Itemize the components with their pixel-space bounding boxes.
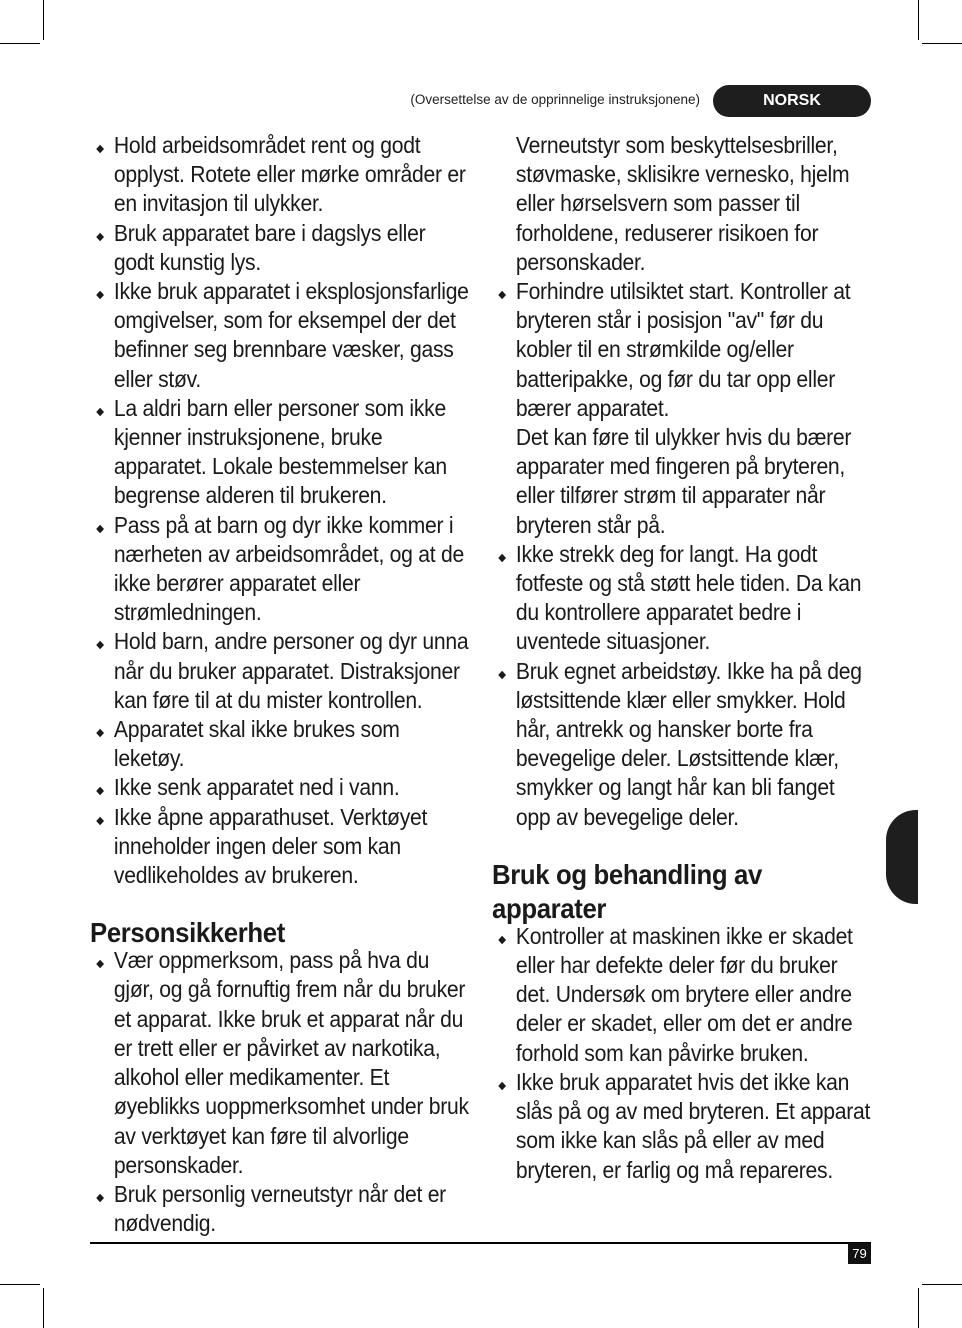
crop-mark xyxy=(0,43,40,44)
list-item: Hold arbeidsområdet rent og godt opplyst. Rotete eller mørke områder er en invitasjon til ulykker. xyxy=(90,131,469,219)
bullet-diamond-icon xyxy=(96,291,104,299)
bullet-diamond-icon xyxy=(96,641,104,649)
bullet-diamond-icon xyxy=(96,232,104,240)
bullet-diamond-icon xyxy=(498,670,506,678)
crop-mark xyxy=(43,1288,44,1328)
bullet-diamond-icon xyxy=(498,554,506,562)
chapter-thumb-tab xyxy=(886,810,918,904)
list-item: La aldri barn eller personer som ikke kjenner instruksjonene, bruke apparatet. Lokale bestemmelser kan begrense alderen til brukeren. xyxy=(90,394,469,511)
list-item: Forhindre utilsiktet start. Kontroller at bryteren står i posisjon "av" før du kobler til en strømkilde og/eller batteripakke, og før du tar opp eller bærer apparatet. Det kan føre til ulykker hvis du bærer apparater med fingeren på bryteren, eller tilfører strøm til apparater når bryteren står på. xyxy=(492,277,871,540)
list-item: Kontroller at maskinen ikke er skadet eller har defekte deler før du bruker det. Undersøk om brytere eller andre deler er skadet, eller om det er andre forhold som kan påvirke bruken. xyxy=(492,922,871,1068)
crop-mark xyxy=(918,0,919,40)
section-heading-use-and-care: Bruk og behandling av apparater xyxy=(492,858,762,924)
list-item: Apparatet skal ikke brukes som leketøy. xyxy=(90,715,469,773)
list-item: Ikke bruk apparatet i eksplosjonsfarlige omgivelser, som for eksempel der det befinner seg brennbare væsker, gass eller støv. xyxy=(90,277,469,394)
bullet-diamond-icon xyxy=(498,291,506,299)
list-item: Ikke bruk apparatet hvis det ikke kan slås på og av med bryteren. Et apparat som ikke kan slås på eller av med bryteren, er farlig og må repareres. xyxy=(492,1068,871,1185)
language-badge: NORSK xyxy=(713,85,871,117)
bullet-diamond-icon xyxy=(96,145,104,153)
list-item: Bruk personlig verneutstyr når det er nødvendig. xyxy=(90,1180,469,1238)
crop-mark xyxy=(0,1284,40,1285)
list-item: Pass på at barn og dyr ikke kommer i nærheten av arbeidsområdet, og at de ikke berører apparatet eller strømledningen. xyxy=(90,511,469,628)
left-column xyxy=(90,131,469,1238)
bullet-diamond-icon xyxy=(498,936,506,944)
list-item: Ikke senk apparatet ned i vann. xyxy=(90,773,469,802)
bullet-diamond-icon xyxy=(96,524,104,532)
continued-paragraph: Verneutstyr som beskyttelsesbriller, støvmaske, sklisikre vernesko, hjelm eller hørselsvern som passer til forholdene, reduserer risikoen for personskader. xyxy=(515,132,850,275)
bullet-diamond-icon xyxy=(498,1082,506,1090)
bullet-diamond-icon xyxy=(96,787,104,795)
list-item: Vær oppmerksom, pass på hva du gjør, og gå fornuftig frem når du bruker et apparat. Ikke bruk et apparat når du er trett eller er påvirket av narkotika, alkohol eller medikamenter. Et øyeblikks uoppmerksomhet under bruk av verktøyet kan føre til alvorlige personskader. xyxy=(90,946,469,1180)
list-item: Bruk apparatet bare i dagslys eller godt kunstig lys. xyxy=(90,219,469,277)
bullet-diamond-icon xyxy=(96,408,104,416)
bullet-diamond-icon xyxy=(96,1194,104,1202)
intro-bullet-list xyxy=(90,131,469,890)
bullet-sub-paragraph: Det kan føre til ulykker hvis du bærer apparater med fingeren på bryteren, eller tilfører strøm til apparater når bryteren står på. xyxy=(515,424,852,538)
right-bullet-list xyxy=(492,277,871,832)
list-item: Ikke strekk deg for langt. Ha godt fotfeste og stå støtt hele tiden. Da kan du kontrollere apparatet bedre i uventede situasjoner. xyxy=(492,540,871,657)
bullet-diamond-icon xyxy=(96,816,104,824)
crop-mark xyxy=(43,0,44,40)
list-item: Bruk egnet arbeidstøy. Ikke ha på deg løstsittende klær eller smykker. Hold hår, antrekk og hansker borte fra bevegelige deler. Løstsittende klær, smykker og langt hår kan bli fanget opp av bevegelige deler. xyxy=(492,657,871,832)
bullet-diamond-icon xyxy=(96,960,104,968)
crop-mark xyxy=(922,43,962,44)
list-item: Hold barn, andre personer og dyr unna når du bruker apparatet. Distraksjoner kan føre til at du mister kontrollen. xyxy=(90,627,469,715)
list-item: Ikke åpne apparathuset. Verktøyet inneholder ingen deler som kan vedlikeholdes av brukeren. xyxy=(90,803,469,891)
crop-mark xyxy=(918,1288,919,1328)
translation-subtitle: (Oversettelse av de opprinnelige instruksjonene) xyxy=(410,92,700,107)
right-column xyxy=(492,131,871,1185)
crop-mark xyxy=(922,1284,962,1285)
care-bullet-list xyxy=(492,922,871,1185)
bullet-diamond-icon xyxy=(96,729,104,737)
footer-divider xyxy=(90,1242,871,1244)
page-number: 79 xyxy=(848,1243,871,1264)
safety-bullet-list xyxy=(90,946,469,1238)
section-heading-personal-safety: Personsikkerhet xyxy=(90,917,285,949)
